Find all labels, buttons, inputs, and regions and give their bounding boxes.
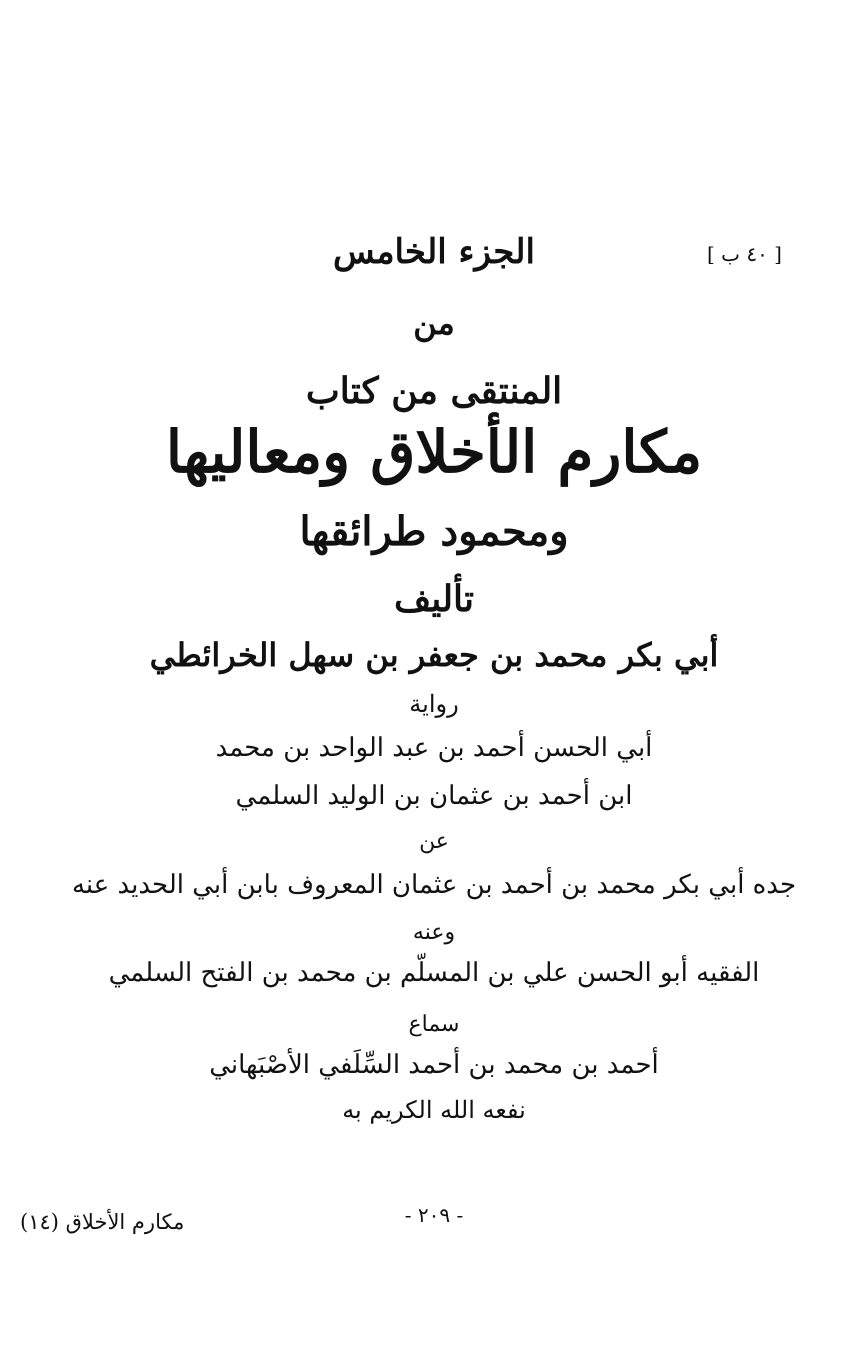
from-word: من — [413, 304, 455, 342]
silafi-line: أحمد بن محمد بن أحمد السِّلَفي الأصْبَهاني — [209, 1050, 659, 1080]
book-subtitle: ومحمود طرائقها — [299, 508, 569, 555]
samaa-label: سماع — [408, 1012, 460, 1037]
author-name: أبي بكر محمد بن جعفر بن سهل الخرائطي — [149, 636, 719, 674]
narrator-line-1: أبي الحسن أحمد بن عبد الواحد بن محمد — [215, 733, 653, 763]
folio-reference: [ ٤٠ ب ] — [706, 242, 782, 266]
an-label: عن — [419, 829, 449, 854]
authored-label: تأليف — [393, 578, 475, 620]
part-title: الجزء الخامس — [332, 232, 535, 272]
page-number: - ٢٠٩ - — [404, 1203, 464, 1227]
dua-line: نفعه الله الكريم به — [342, 1096, 526, 1124]
riwaya-label: رواية — [409, 690, 459, 718]
grandfather-line: جده أبي بكر محمد بن أحمد بن عثمان المعروف بابن أبي الحديد عنه — [71, 870, 797, 900]
signature-mark: مكارم الأخلاق (١٤) — [20, 1210, 185, 1234]
waanhu-label: وعنه — [412, 920, 456, 945]
faqih-line: الفقيه أبو الحسن علي بن المسلّم بن محمد بن الفتح السلمي — [108, 958, 760, 988]
book-intro: المنتقى من كتاب — [305, 370, 563, 412]
narrator-line-2: ابن أحمد بن عثمان بن الوليد السلمي — [235, 781, 633, 811]
book-title: مكارم الأخلاق ومعاليها — [165, 418, 703, 486]
